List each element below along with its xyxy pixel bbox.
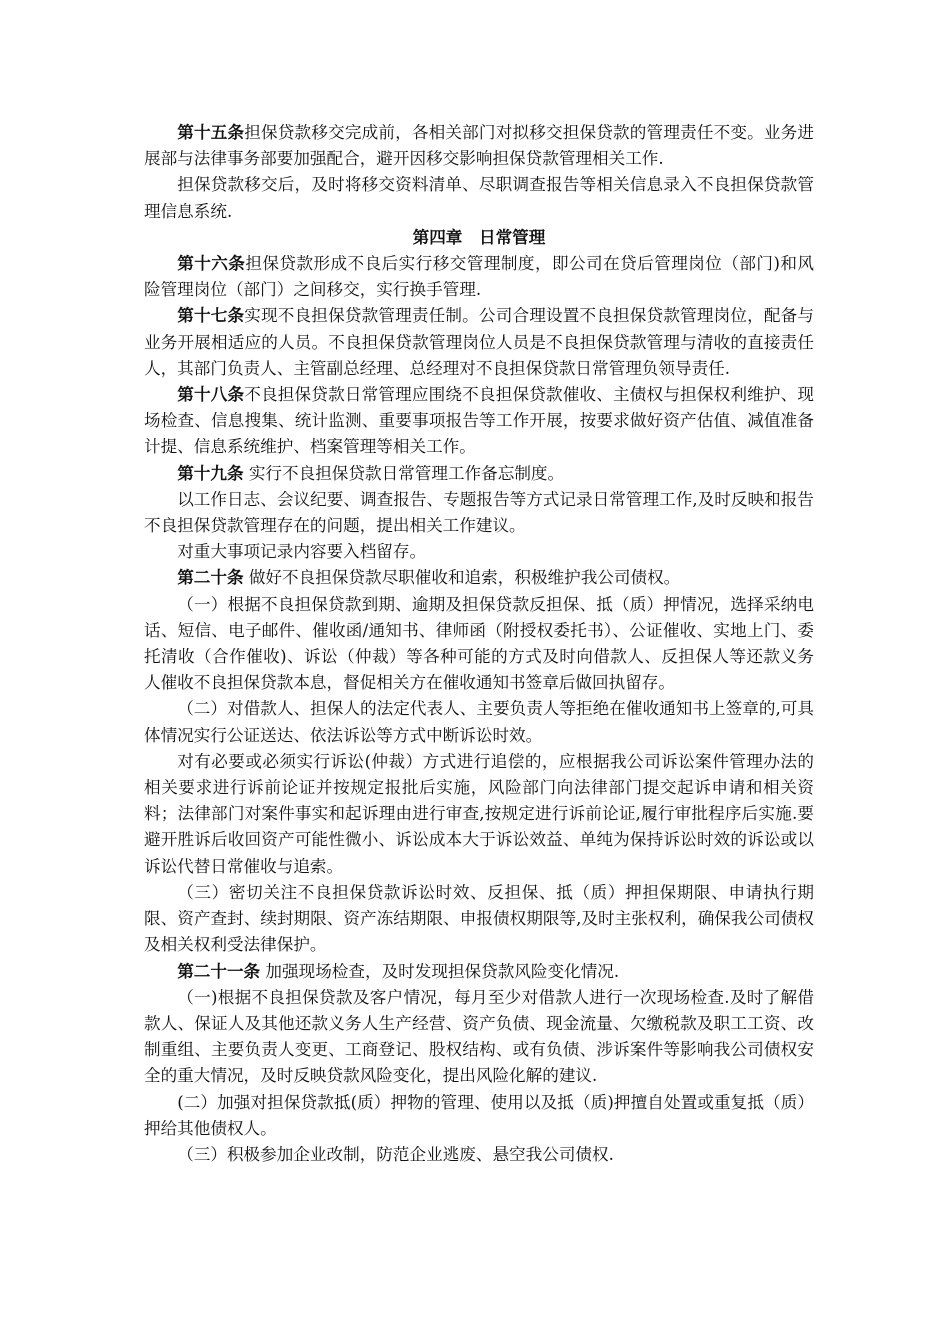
article-label: 第十九条 (177, 463, 244, 483)
article-17 (144, 303, 814, 382)
article-text: 担保贷款移交完成前，各相关部门对拟移交担保贷款的管理责任不变。业务进展部与法律事务部要加强配合，避开因移交影响担保贷款管理相关工作. (144, 123, 815, 169)
article-15 (144, 120, 814, 172)
article-label: 第十七条 (177, 306, 245, 326)
article-label: 第二十一条 (177, 961, 261, 981)
article-20 (144, 565, 814, 591)
article-text: 担保贷款形成不良后实行移交管理制度，即公司在贷后管理岗位（部门)和风险管理岗位（部门）之间移交，实行换手管理. (144, 254, 815, 300)
paragraph: （三）密切关注不良担保贷款诉讼时效、反担保、抵（质）押担保期限、申请执行期限、资产查封、续封期限、资产冻结期限、申报债权期限等,及时主张权利，确保我公司债权及相关权利受法律保护。 (144, 882, 814, 955)
paragraph: （一）根据不良担保贷款到期、逾期及担保贷款反担保、抵（质）押情况，选择采纳电话、短信、电子邮件、催收函/通知书、律师函（附授权委托书）、公证催收、实地上门、委托清收（合作催收)、诉讼（仲裁）等各种可能的方式及时向借款人、反担保人等还款义务人催收不良担保贷款本息，督促相关方在催收通知书签章后做回执留存。 (144, 594, 814, 693)
article-text: 实行不良担保贷款日常管理工作备忘制度。 (243, 463, 565, 483)
article-text: 实现不良担保贷款管理责任制。公司合理设置不良担保贷款管理岗位，配备与业务开展相适应的人员。不良担保贷款管理岗位人员是不良担保贷款管理与清收的直接责任人，其部门负责人、主管副总经理、总经理对不良担保贷款日常管理负领导责任. (144, 306, 815, 378)
paragraph: 担保贷款移交后，及时将移交资料清单、尽职调查报告等相关信息录入不良担保贷款管理信息系统. (144, 175, 814, 221)
paragraph: （一)根据不良担保贷款及客户情况，每月至少对借款人进行一次现场检查.及时了解借款人、保证人及其他还款义务人生产经营、资产负债、现金流量、欠缴税款及职工工资、改制重组、主要负责人变更、工商登记、股权结构、或有负债、涉诉案件等影响我公司债权安全的重大情况，及时反映贷款风险变化，提出风险化解的建议. (144, 987, 814, 1086)
paragraph: （三）积极参加企业改制，防范企业逃废、悬空我公司债权. (177, 1144, 614, 1164)
paragraph: (二）加强对担保贷款抵(质）押物的管理、使用以及抵（质)押擅自处置或重复抵（质）押给其他债权人。 (144, 1092, 814, 1138)
article-18 (144, 382, 814, 461)
document-body (144, 120, 814, 1168)
chapter-title: 第四章 日常管理 (412, 227, 546, 247)
paragraph: （二）对借款人、担保人的法定代表人、主要负责人等拒绝在催收通知书上签章的,可具体情况实行公证送达、依法诉讼等方式中断诉讼时效。 (144, 699, 814, 745)
article-label: 第十六条 (177, 254, 246, 274)
paragraph: 对重大事项记录内容要入档留存。 (177, 542, 427, 562)
article-text: 加强现场检查，及时发现担保贷款风险变化情况. (260, 961, 620, 981)
paragraph: 对有必要或必须实行诉讼(仲裁）方式进行追偿的，应根据我公司诉讼案件管理办法的相关要求进行诉前论证并按规定报批后实施，风险部门向法律部门提交起诉申请和相关资料；法律部门对案件事实和起诉理由进行审查,按规定进行诉前论证,履行审批程序后实施.要避开胜诉后收回资产可能性微小、诉讼成本大于诉讼效益、单纯为保持诉讼时效的诉讼或以诉讼代替日常催收与追索。 (144, 751, 814, 876)
article-label: 第十五条 (177, 123, 245, 142)
article-16 (144, 251, 814, 303)
article-text: 不良担保贷款日常管理应围绕不良担保贷款催收、主债权与担保权利维护、现场检查、信息搜集、统计监测、重要事项报告等工作开展，按要求做好资产估值、减值准备计提、信息系统维护、档案管理等相关工作。 (144, 385, 815, 457)
paragraph: 以工作日志、会议纪要、调查报告、专题报告等方式记录日常管理工作,及时反映和报告不良担保贷款管理存在的问题，提出相关工作建议。 (144, 489, 814, 536)
article-19 (144, 461, 814, 487)
article-label: 第十八条 (177, 385, 245, 405)
article-label: 第二十条 (177, 568, 244, 588)
article-21 (144, 959, 814, 985)
article-text: 做好不良担保贷款尽职催收和追索，积极维护我公司债权。 (243, 568, 681, 588)
